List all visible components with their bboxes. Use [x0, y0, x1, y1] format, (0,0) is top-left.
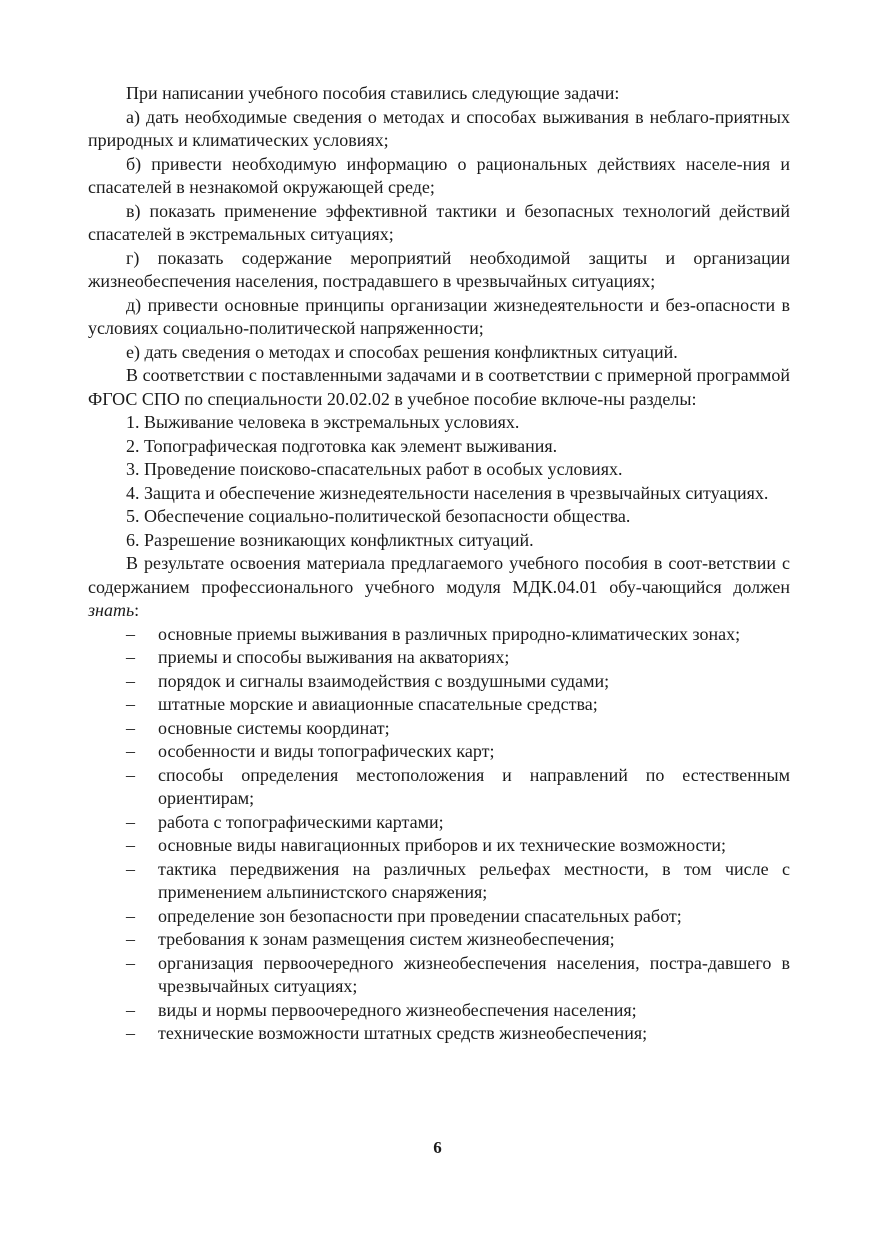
dash-marker: –	[126, 811, 135, 832]
knowledge-item	[88, 670, 790, 694]
section-item: 3. Проведение поисково-спасательных работ в особых условиях.	[126, 459, 623, 479]
knowledge-item	[88, 693, 790, 717]
knowledge-text: порядок и сигналы взаимодействия с воздушными судами;	[158, 670, 610, 691]
page-number: 6	[433, 1138, 442, 1157]
knowledge-list	[88, 623, 790, 1046]
knowledge-item	[88, 928, 790, 952]
section-item: 6. Разрешение возникающих конфликтных ситуаций.	[126, 529, 534, 550]
dash-marker: –	[126, 999, 135, 1020]
knowledge-text: виды и нормы первоочередного жизнеобеспечения населения;	[158, 999, 637, 1020]
dash-marker: –	[126, 835, 135, 855]
task-item: д) привести основные принципы организации жизнедеятельности и без-опасности в условиях социально-политической напряженности;	[88, 294, 790, 338]
task-item: г) показать содержание мероприятий необходимой защиты и организации жизнеобеспечения населения, пострадавшего в чрезвычайных ситуациях;	[88, 247, 790, 291]
knowledge-text: технические возможности штатных средств жизнеобеспечения;	[158, 1023, 648, 1043]
dash-marker: –	[126, 670, 135, 691]
knowledge-text: основные приемы выживания в различных природно-климатических зонах;	[158, 623, 741, 644]
knowledge-item	[88, 858, 790, 905]
task-item: а) дать необходимые сведения о методах и способах выживания в неблаго-приятных природных и климатических условиях;	[88, 106, 790, 150]
knowledge-item	[88, 811, 790, 835]
knowledge-item	[88, 999, 790, 1023]
knowledge-item	[88, 1022, 790, 1046]
knowledge-text: способы определения местоположения и направлений по естественным ориентирам;	[158, 764, 790, 808]
dash-marker: –	[126, 905, 135, 926]
result-intro-colon: :	[134, 600, 140, 620]
sections-list	[88, 411, 790, 552]
result-intro-emphasis: знать	[88, 600, 135, 620]
dash-marker: –	[126, 858, 135, 879]
knowledge-item	[88, 740, 790, 764]
dash-marker: –	[126, 741, 135, 761]
knowledge-item	[88, 717, 790, 741]
knowledge-item	[88, 834, 790, 858]
knowledge-item	[88, 952, 790, 999]
knowledge-text: тактика передвижения на различных рельефах местности, в том числе с применением альпинистского снаряжения;	[158, 858, 790, 902]
knowledge-text: определение зон безопасности при проведении спасательных работ;	[158, 905, 682, 926]
dash-marker: –	[126, 929, 135, 949]
section-item: 1. Выживание человека в экстремальных условиях.	[126, 412, 520, 432]
task-item: е) дать сведения о методах и способах решения конфликтных ситуаций.	[126, 341, 678, 362]
knowledge-text: особенности и виды топографических карт;	[158, 741, 495, 761]
knowledge-text: основные системы координат;	[158, 717, 390, 738]
intro-paragraph: При написании учебного пособия ставились следующие задачи:	[126, 83, 620, 103]
section-item: 4. Защита и обеспечение жизнедеятельности населения в чрезвычайных ситуациях.	[126, 482, 769, 503]
sections-intro-paragraph: В соответствии с поставленными задачами и в соответствии с примерной программой ФГОС СПО по специальности 20.02.02 в учебное пособие включе-ны разделы:	[88, 365, 790, 409]
dash-marker: –	[126, 623, 135, 644]
knowledge-item	[88, 905, 790, 929]
dash-marker: –	[126, 764, 135, 785]
section-item: 5. Обеспечение социально-политической безопасности общества.	[126, 506, 631, 526]
tasks-list	[88, 106, 790, 365]
knowledge-text: работа с топографическими картами;	[158, 811, 444, 832]
section-item: 2. Топографическая подготовка как элемент выживания.	[126, 435, 558, 456]
knowledge-text: требования к зонам размещения систем жизнеобеспечения;	[158, 929, 615, 949]
dash-marker: –	[126, 717, 135, 738]
knowledge-item	[88, 623, 790, 647]
task-item: в) показать применение эффективной тактики и безопасных технологий действий спасателей в экстремальных ситуациях;	[88, 200, 790, 244]
result-intro-text: В результате освоения материала предлагаемого учебного пособия в соот-ветствии с содержанием профессионального учебного модуля МДК.04.01 обу-чающийся должен	[88, 553, 790, 597]
dash-marker: –	[126, 952, 135, 973]
knowledge-text: приемы и способы выживания на акваториях;	[158, 647, 510, 667]
knowledge-text: основные виды навигационных приборов и их технические возможности;	[158, 835, 727, 855]
result-intro-paragraph	[88, 552, 790, 623]
knowledge-text: штатные морские и авиационные спасательные средства;	[158, 694, 598, 714]
dash-marker: –	[126, 694, 135, 714]
page-body	[88, 82, 790, 1046]
task-item: б) привести необходимую информацию о рациональных действиях населе-ния и спасателей в незнакомой окружающей среде;	[88, 153, 790, 197]
knowledge-item	[88, 646, 790, 670]
knowledge-text: организация первоочередного жизнеобеспечения населения, постра-давшего в чрезвычайных ситуациях;	[158, 952, 790, 996]
knowledge-item	[88, 764, 790, 811]
dash-marker: –	[126, 647, 135, 667]
dash-marker: –	[126, 1023, 135, 1043]
